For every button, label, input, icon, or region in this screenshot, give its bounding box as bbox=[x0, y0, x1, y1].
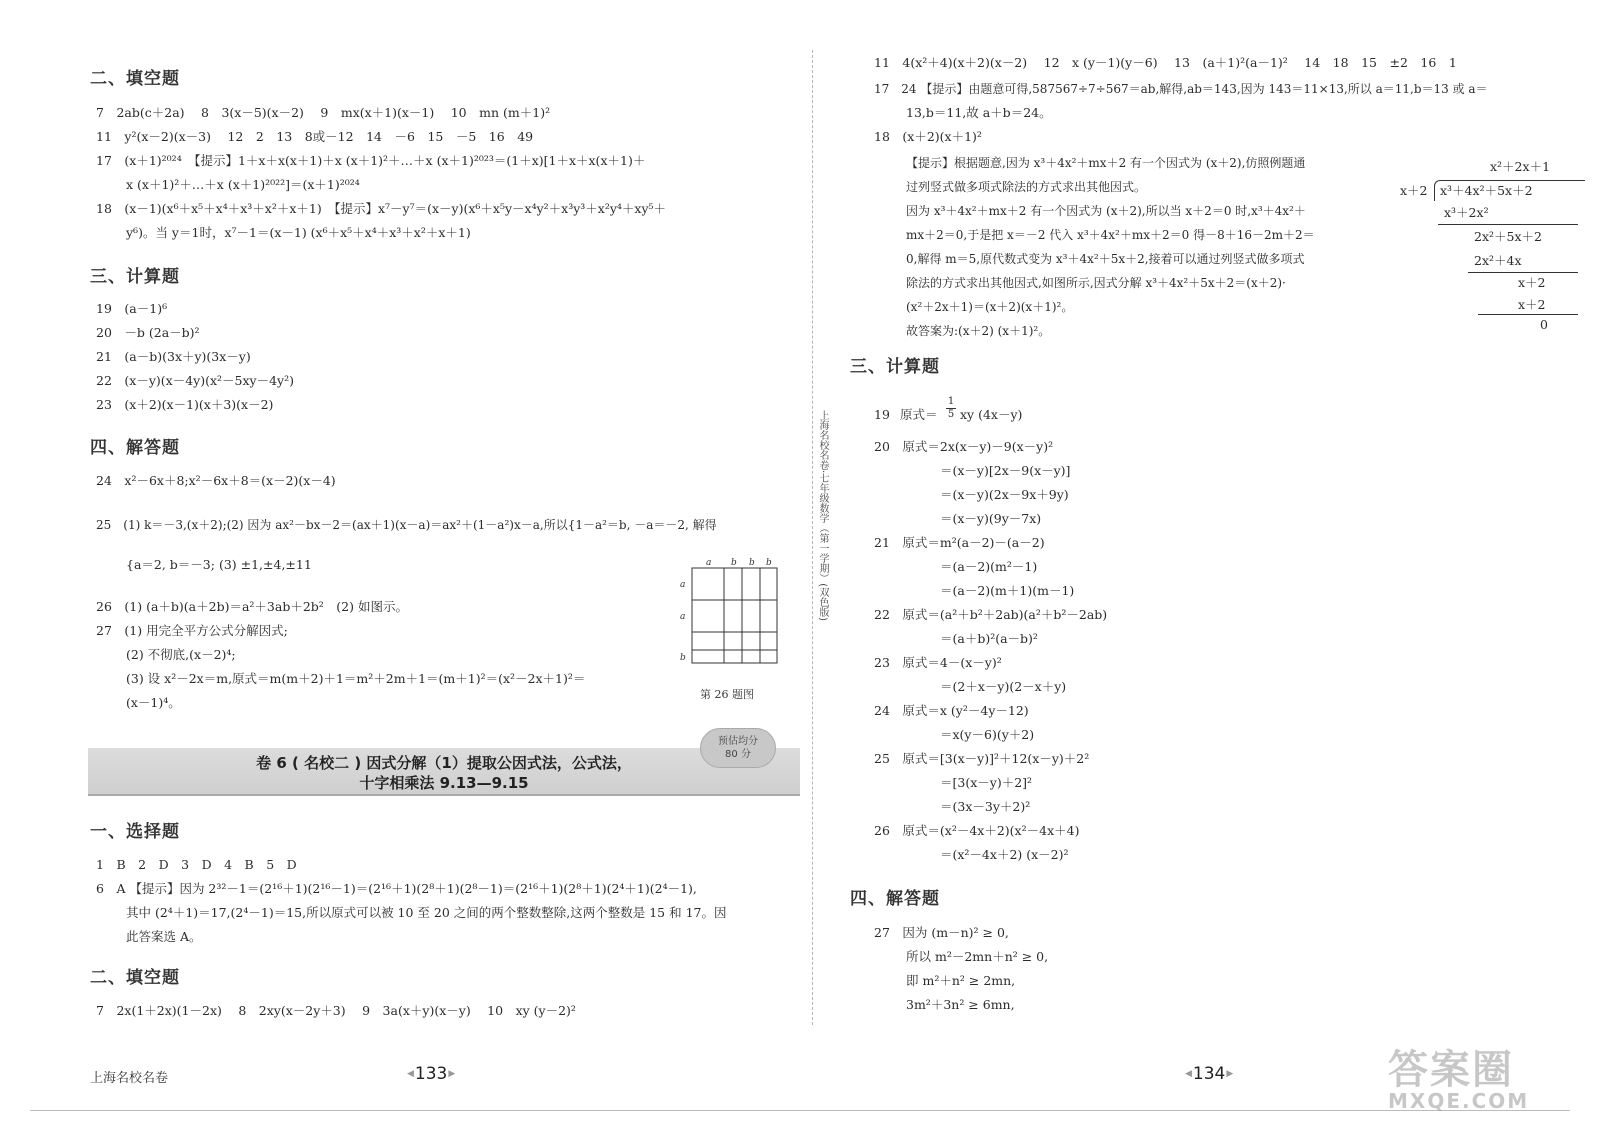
answer-line: 21 (a－b)(3x＋y)(3x－y) bbox=[96, 349, 251, 364]
fraction bbox=[946, 396, 956, 421]
hint-line: 因为 x³＋4x²＋mx＋2 有一个因式为 (x＋2),所以当 x＋2＝0 时,x³＋4x²＋ bbox=[906, 204, 1306, 218]
hint-line: 过列竖式做多项式除法的方式求出其他因式。 bbox=[906, 180, 1147, 194]
answer-expression: xy (4x－y) bbox=[960, 407, 1023, 422]
fig-row-label: b bbox=[680, 653, 686, 663]
answer-line: 23 (x＋2)(x－1)(x＋3)(x－2) bbox=[96, 397, 274, 412]
division-dividend: x³＋4x²＋5x＋2 bbox=[1440, 183, 1533, 198]
answer-line: 此答案选 A。 bbox=[126, 929, 202, 944]
fraction-numerator: 1 bbox=[947, 396, 955, 407]
answer-line: 17 24 【提示】由题意可得,587567÷7÷567＝ab,解得,ab＝143,因为 143＝11×13,所以 a＝11,b＝13 或 a＝ bbox=[874, 82, 1488, 96]
answer-line: (2) 不彻底,(x－2)⁴; bbox=[126, 647, 236, 662]
answer-number: 19 bbox=[874, 407, 890, 422]
division-remainder: 0 bbox=[1540, 317, 1548, 332]
section-title-solution-2: 四、解答题 bbox=[850, 889, 940, 909]
watermark-url: MXQE.COM bbox=[1388, 1089, 1530, 1113]
answer-line: 25 (1) k＝－3,(x＋2);(2) 因为 ax²－bx－2＝(ax＋1)(x－a)＝ax²＋(1－a²)x－a,所以{1－a²＝b, －a＝－2, 解得 bbox=[96, 518, 717, 532]
division-quotient: x²＋2x＋1 bbox=[1490, 159, 1551, 174]
spine-text: 上海名校名卷·七年级数学（第一学期）(双色版) bbox=[817, 410, 828, 621]
answer-line: x (x＋1)²＋…＋x (x＋1)²⁰²²]＝(x＋1)²⁰²⁴ bbox=[126, 177, 360, 192]
answer-line: 11 4(x²＋4)(x＋2)(x－2) 12 x (y－1)(y－6) 13 (a＋1)²(a－1)² 14 18 15 ±2 16 1 bbox=[874, 55, 1457, 70]
division-rule bbox=[1468, 272, 1578, 273]
page-number-right: ◀ 134 ▶ bbox=[1185, 1064, 1233, 1084]
answer-line: 27 因为 (m－n)² ≥ 0, bbox=[874, 925, 1009, 940]
fig-col-label: b bbox=[731, 558, 737, 568]
answer-line: 22 原式＝(a²＋b²＋2ab)(a²＋b²－2ab) bbox=[874, 607, 1108, 622]
section-title-calculation: 三、计算题 bbox=[90, 267, 180, 287]
hint-line: 0,解得 m＝5,原代数式变为 x³＋4x²＋5x＋2,接着可以通过列竖式做多项式 bbox=[906, 252, 1305, 266]
answer-line: 19 (a－1)⁶ bbox=[96, 301, 168, 316]
figure-26-grid bbox=[676, 556, 786, 676]
answer-line: 其中 (2⁴＋1)＝17,(2⁴－1)＝15,所以原式可以被 10 至 20 之间的两个整数整除,这两个整数是 15 和 17。因 bbox=[126, 905, 727, 920]
section-title-solution: 四、解答题 bbox=[90, 438, 180, 458]
fig-row-label: a bbox=[680, 612, 686, 622]
answer-line: 24 x²－6x＋8;x²－6x＋8＝(x－2)(x－4) bbox=[96, 473, 336, 488]
answer-line: (x－1)⁴。 bbox=[126, 695, 181, 710]
answer-line: 7 2ab(c＋2a) 8 3(x－5)(x－2) 9 mx(x＋1)(x－1) 10 mn (m＋1)² bbox=[96, 105, 551, 120]
division-step: x＋2 bbox=[1518, 275, 1546, 290]
right-page bbox=[810, 0, 1600, 1125]
division-step: x＋2 bbox=[1518, 297, 1546, 312]
answer-line: y⁶)。当 y＝1时，x⁷－1＝(x－1) (x⁶＋x⁵＋x⁴＋x³＋x²＋x＋1) bbox=[126, 225, 471, 240]
answer-line: ＝(x－y)[2x－9(x－y)] bbox=[940, 463, 1071, 478]
answer-line: 7 2x(1＋2x)(1－2x) 8 2xy(x－2y＋3) 9 3a(x＋y)(x－y) 10 xy (y－2)² bbox=[96, 1003, 576, 1018]
answer-line: 13,b＝11,故 a＋b＝24。 bbox=[906, 105, 1052, 120]
answer-line: ＝x(y－6)(y＋2) bbox=[940, 727, 1035, 742]
answer-line: 23 原式＝4－(x－y)² bbox=[874, 655, 1002, 670]
footer-brand: 上海名校名卷 bbox=[90, 1071, 169, 1086]
answer-line: ＝(a＋b)²(a－b)² bbox=[940, 631, 1038, 646]
answer-line: 即 m²＋n² ≥ 2mn, bbox=[906, 973, 1016, 988]
answer-line: 26 (1) (a＋b)(a＋2b)＝a²＋3ab＋2b² (2) 如图示。 bbox=[96, 599, 408, 614]
answer-line: 18 (x－1)(x⁶＋x⁵＋x⁴＋x³＋x²＋x＋1) 【提示】x⁷－y⁷＝(x－y)(x⁶＋x⁵y－x⁴y²＋x³y³＋x²y⁴＋xy⁵＋ bbox=[96, 201, 667, 216]
answer-line: 24 原式＝x (y²－4y－12) bbox=[874, 703, 1029, 718]
division-step: x³＋2x² bbox=[1444, 205, 1489, 220]
answer-line: (3) 设 x²－2x＝m,原式＝m(m＋2)＋1＝m²＋2m＋1＝(m＋1)²＝(x²－2x＋1)²＝ bbox=[126, 671, 586, 686]
division-divisor: x＋2 bbox=[1400, 183, 1428, 198]
fig-col-label: a bbox=[706, 558, 712, 568]
answer-line: {a＝2, b＝－3; (3) ±1,±4,±11 bbox=[126, 557, 312, 572]
exam-banner bbox=[88, 748, 800, 796]
answer-line: 26 原式＝(x²－4x＋2)(x²－4x＋4) bbox=[874, 823, 1080, 838]
answer-line: ＝(a－2)(m＋1)(m－1) bbox=[940, 583, 1075, 598]
section-title-fill-blank-2: 二、填空题 bbox=[90, 968, 180, 988]
hint-line: (x²＋2x＋1)＝(x＋2)(x＋1)²。 bbox=[906, 300, 1074, 314]
banner-title-line1: 卷 6 ( 名校二 ) 因式分解（1）提取公因式法，公式法， bbox=[256, 754, 632, 772]
badge-label: 预估均分 bbox=[718, 736, 758, 747]
answer-line: 22 (x－y)(x－4y)(x²－5xy－4y²) bbox=[96, 373, 294, 388]
fig-row-label: a bbox=[680, 580, 686, 590]
division-rule bbox=[1478, 314, 1578, 315]
answer-line: ＝(3x－3y＋2)² bbox=[940, 799, 1031, 814]
hint-line: mx＋2＝0,于是把 x＝－2 代入 x³＋4x²＋mx＋2＝0 得－8＋16－2m＋2＝ bbox=[906, 228, 1315, 242]
section-title-calculation-2: 三、计算题 bbox=[850, 357, 940, 377]
answer-line: ＝(2＋x－y)(2－x＋y) bbox=[940, 679, 1067, 694]
answer-line: 20 －b (2a－b)² bbox=[96, 325, 200, 340]
answer-line: ＝[3(x－y)＋2]² bbox=[940, 775, 1033, 790]
answer-line: ＝(a－2)(m²－1) bbox=[940, 559, 1038, 574]
fig-col-label: b bbox=[749, 558, 755, 568]
watermark bbox=[1388, 1038, 1588, 1123]
hint-line: 除法的方式求出其他因式,如图所示,因式分解 x³＋4x²＋5x＋2＝(x＋2)· bbox=[906, 276, 1286, 290]
figure-caption: 第 26 题图 bbox=[700, 688, 754, 701]
division-step: 2x²＋4x bbox=[1474, 253, 1522, 268]
watermark-logo-text: 答案圈 bbox=[1388, 1047, 1514, 1093]
answer-line: 11 y²(x－2)(x－3) 12 2 13 8或－12 14 －6 15 －5 16 49 bbox=[96, 129, 534, 144]
answer-line: 27 (1) 用完全平方公式分解因式; bbox=[96, 623, 288, 638]
footer-rule bbox=[30, 1110, 1570, 1111]
score-badge bbox=[700, 728, 776, 768]
answer-line: 所以 m²－2mn＋n² ≥ 0, bbox=[906, 949, 1049, 964]
answer-line: 3m²＋3n² ≥ 6mn, bbox=[906, 997, 1015, 1012]
answer-line: 20 原式＝2x(x－y)－9(x－y)² bbox=[874, 439, 1054, 454]
answer-line: 6 A 【提示】因为 2³²－1＝(2¹⁶＋1)(2¹⁶－1)＝(2¹⁶＋1)(2⁸＋1)(2⁸－1)＝(2¹⁶＋1)(2⁸＋1)(2⁴＋1)(2⁴－1), bbox=[96, 881, 697, 896]
answer-line: 21 原式＝m²(a－2)－(a－2) bbox=[874, 535, 1045, 550]
section-title-choice: 一、选择题 bbox=[90, 822, 180, 842]
banner-title-line2: 十字相乘法 9.13—9.15 bbox=[359, 774, 529, 792]
section-title-fill-blank: 二、填空题 bbox=[90, 69, 180, 89]
answer-prefix: 原式＝ bbox=[900, 407, 938, 422]
fraction-denominator: 5 bbox=[947, 409, 955, 420]
answer-line: 1 B 2 D 3 D 4 B 5 D bbox=[96, 857, 297, 872]
answer-line: ＝(x－y)(9y－7x) bbox=[940, 511, 1042, 526]
hint-line: 故答案为:(x＋2) (x＋1)²。 bbox=[906, 324, 1051, 338]
hint-line: 【提示】根据题意,因为 x³＋4x²＋mx＋2 有一个因式为 (x＋2),仿照例题通 bbox=[906, 156, 1306, 170]
division-step: 2x²＋5x＋2 bbox=[1474, 229, 1542, 244]
answer-line: ＝(x²－4x＋2) (x－2)² bbox=[940, 847, 1069, 862]
badge-value: 80 分 bbox=[725, 749, 751, 760]
answer-line: 18 (x＋2)(x＋1)² bbox=[874, 129, 982, 144]
answer-line: ＝(x－y)(2x－9x＋9y) bbox=[940, 487, 1069, 502]
division-rule bbox=[1438, 224, 1578, 225]
answer-line: 17 (x＋1)²⁰²⁴ 【提示】1＋x＋x(x＋1)＋x (x＋1)²＋…＋x (x＋1)²⁰²³＝(1＋x)[1＋x＋x(x＋1)＋ bbox=[96, 153, 646, 168]
fig-col-label: b bbox=[766, 558, 772, 568]
page-number-left: ◀ 133 ▶ bbox=[407, 1064, 455, 1084]
answer-line: 25 原式＝[3(x－y)]²＋12(x－y)＋2² bbox=[874, 751, 1090, 766]
